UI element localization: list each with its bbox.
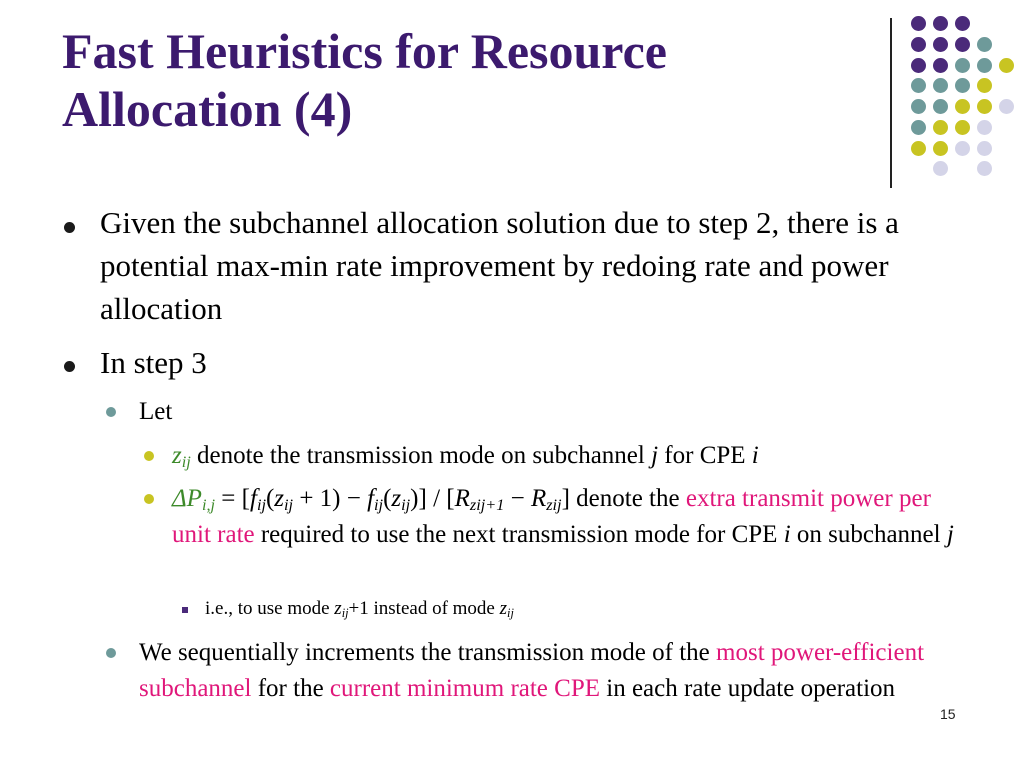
grid-dot [911, 37, 926, 52]
grid-dot [933, 16, 948, 31]
grid-dot [977, 161, 992, 176]
subsub-bullet-zij: $z_{ij}$ denote the transmission mode on subchannel j for CPE i [172, 442, 759, 472]
var-delta-p: $\Delta P_{i,j}$ [172, 485, 216, 515]
highlight-extra-power: extra transmit power per unit rate [172, 485, 931, 548]
grid-dot [955, 141, 970, 156]
grid-dot [911, 78, 926, 93]
subsub-bullet-delta-p: $\Delta P_{i,j} = [f_{ij}(z_{ij} + 1) - f_{ij}(z_{ij})] / [R_{zij+1} - R_{zij}]$ denote the extra transmit power per unit rate required to use the next transmission mode for CPE i on subchannel j [172, 485, 954, 548]
grid-dot [933, 99, 948, 114]
grid-dot [999, 58, 1014, 73]
grid-dot [977, 78, 992, 93]
page-number: 15 [940, 706, 956, 722]
grid-dot [955, 99, 970, 114]
grid-dot [911, 99, 926, 114]
level4-bullet-ie: i.e., to use mode $z_{ij}+1$ instead of mode $z_{ij}$ [205, 598, 514, 621]
grid-dot [911, 16, 926, 31]
grid-dot [911, 58, 926, 73]
highlight-power-efficient: most power-efficient subchannel [139, 639, 925, 702]
square-bullet [182, 607, 188, 613]
grid-dot [977, 58, 992, 73]
grid-dot [911, 120, 926, 135]
grid-dot [933, 120, 948, 135]
sub-bullet-dot [106, 648, 116, 658]
bullet-dot [64, 361, 75, 372]
sub-bullet-let: Let [139, 398, 173, 425]
slide-title: Fast Heuristics for Resource Allocation (4) [62, 23, 667, 137]
grid-dot [955, 120, 970, 135]
grid-dot [933, 37, 948, 52]
grid-dot [933, 78, 948, 93]
grid-dot [911, 141, 926, 156]
bullet-dot [64, 222, 75, 233]
bullet-in-step-3: In step 3 [100, 345, 207, 380]
grid-dot [999, 99, 1014, 114]
grid-dot [977, 99, 992, 114]
grid-dot [933, 161, 948, 176]
decorative-dot-grid [0, 0, 1024, 200]
subsub-bullet-dot [144, 451, 154, 461]
grid-dot [977, 120, 992, 135]
highlight-min-rate-cpe: current minimum rate CPE [329, 675, 601, 702]
sub-bullet-dot [106, 407, 116, 417]
grid-dot [955, 58, 970, 73]
grid-dot [955, 78, 970, 93]
grid-dot [955, 16, 970, 31]
grid-dot [977, 141, 992, 156]
grid-dot [955, 37, 970, 52]
var-z: $z_{ij}$ [172, 442, 191, 472]
grid-dot [933, 58, 948, 73]
grid-dot [977, 37, 992, 52]
bullet-given-subchannel: Given the subchannel allocation solution due to step 2, there is a potential max-min rate improvement by redoing rate and power allocation [100, 205, 899, 326]
sub-bullet-sequential: We sequentially increments the transmission mode of the most power-efficient subchannel for the current minimum rate CPE in each rate update operation [139, 639, 925, 702]
grid-dot [933, 141, 948, 156]
subsub-bullet-dot [144, 494, 154, 504]
